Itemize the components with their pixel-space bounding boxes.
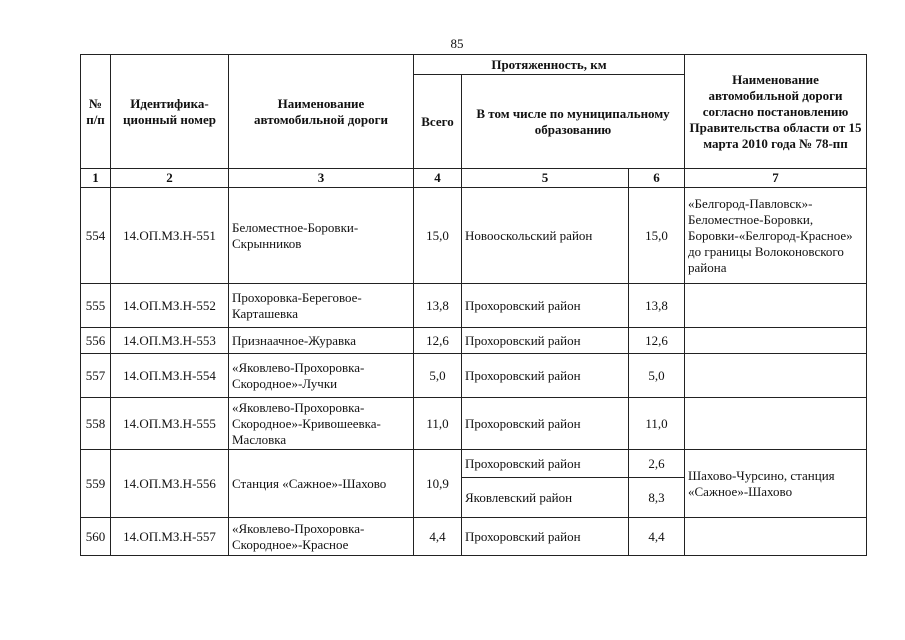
column-number: 1 — [81, 169, 111, 188]
row-total-km: 5,0 — [414, 354, 462, 398]
column-numbers-row — [81, 169, 867, 188]
row-id: 14.ОП.МЗ.Н-556 — [111, 450, 229, 518]
row-id: 14.ОП.МЗ.Н-554 — [111, 354, 229, 398]
row-id: 14.ОП.МЗ.Н-552 — [111, 284, 229, 328]
row-district-km: 12,6 — [629, 328, 685, 354]
row-id: 14.ОП.МЗ.Н-555 — [111, 398, 229, 450]
row-id: 14.ОП.МЗ.Н-557 — [111, 518, 229, 556]
column-number: 6 — [629, 169, 685, 188]
row-total-km: 15,0 — [414, 188, 462, 284]
row-district-km: 13,8 — [629, 284, 685, 328]
table-header — [81, 55, 867, 188]
row-district: Яковлевский район — [462, 478, 629, 518]
column-number: 7 — [685, 169, 867, 188]
row-road-name: «Яковлево-Прохоровка-Скородное»-Красное — [229, 518, 414, 556]
row-total-km: 12,6 — [414, 328, 462, 354]
row-district: Прохоровский район — [462, 518, 629, 556]
row-old-name — [685, 398, 867, 450]
row-road-name: Признаачное-Журавка — [229, 328, 414, 354]
table-row — [81, 188, 867, 284]
row-district: Прохоровский район — [462, 450, 629, 478]
row-district: Прохоровский район — [462, 354, 629, 398]
roads-table — [80, 54, 867, 556]
row-district-km: 8,3 — [629, 478, 685, 518]
header-id: Идентифика-ционный номер — [111, 55, 229, 169]
row-number: 558 — [81, 398, 111, 450]
row-id: 14.ОП.МЗ.Н-551 — [111, 188, 229, 284]
row-number: 560 — [81, 518, 111, 556]
row-total-km: 10,9 — [414, 450, 462, 518]
row-old-name — [685, 328, 867, 354]
table-row — [81, 450, 867, 478]
row-number: 557 — [81, 354, 111, 398]
row-district-km: 11,0 — [629, 398, 685, 450]
header-length: Протяженность, км — [414, 55, 685, 75]
row-road-name: «Яковлево-Прохоровка-Скородное»-Лучки — [229, 354, 414, 398]
table-row — [81, 518, 867, 556]
row-old-name — [685, 518, 867, 556]
row-total-km: 4,4 — [414, 518, 462, 556]
row-id: 14.ОП.МЗ.Н-553 — [111, 328, 229, 354]
row-old-name — [685, 284, 867, 328]
row-district-km: 2,6 — [629, 450, 685, 478]
page-number: 85 — [450, 36, 464, 51]
table-row — [81, 354, 867, 398]
column-number: 4 — [414, 169, 462, 188]
row-district: Новооскольский район — [462, 188, 629, 284]
row-district: Прохоровский район — [462, 328, 629, 354]
row-number: 559 — [81, 450, 111, 518]
row-district: Прохоровский район — [462, 398, 629, 450]
table-body — [81, 188, 867, 556]
row-number: 554 — [81, 188, 111, 284]
row-district-km: 5,0 — [629, 354, 685, 398]
header-including: В том числе по муниципальному образованию — [462, 75, 685, 169]
row-old-name: Шахово-Чурсино, станция «Сажное»-Шахово — [685, 450, 867, 518]
table-row — [81, 284, 867, 328]
header-resolution: Наименование автомобильной дороги согласно постановлению Правительства области от 15 марта 2010 года № 78-пп — [685, 55, 867, 169]
table-row — [81, 328, 867, 354]
row-number: 555 — [81, 284, 111, 328]
row-road-name: «Яковлево-Прохоровка-Скородное»-Кривошеевка-Масловка — [229, 398, 414, 450]
row-district-km: 15,0 — [629, 188, 685, 284]
row-road-name: Прохоровка-Береговое-Карташевка — [229, 284, 414, 328]
row-old-name: «Белгород-Павловск»-Беломестное-Боровки, Боровки-«Белгород-Красное» до границы Волоконовского района — [685, 188, 867, 284]
row-road-name: Беломестное-Боровки-Скрынников — [229, 188, 414, 284]
column-number: 5 — [462, 169, 629, 188]
column-number: 2 — [111, 169, 229, 188]
header-no: № п/п — [81, 55, 111, 169]
row-total-km: 11,0 — [414, 398, 462, 450]
row-district: Прохоровский район — [462, 284, 629, 328]
row-old-name — [685, 354, 867, 398]
column-number: 3 — [229, 169, 414, 188]
row-road-name: Станция «Сажное»-Шахово — [229, 450, 414, 518]
row-total-km: 13,8 — [414, 284, 462, 328]
header-name: Наименование автомобильной дороги — [229, 55, 414, 169]
row-district-km: 4,4 — [629, 518, 685, 556]
row-number: 556 — [81, 328, 111, 354]
header-total: Всего — [414, 75, 462, 169]
table-row — [81, 398, 867, 450]
